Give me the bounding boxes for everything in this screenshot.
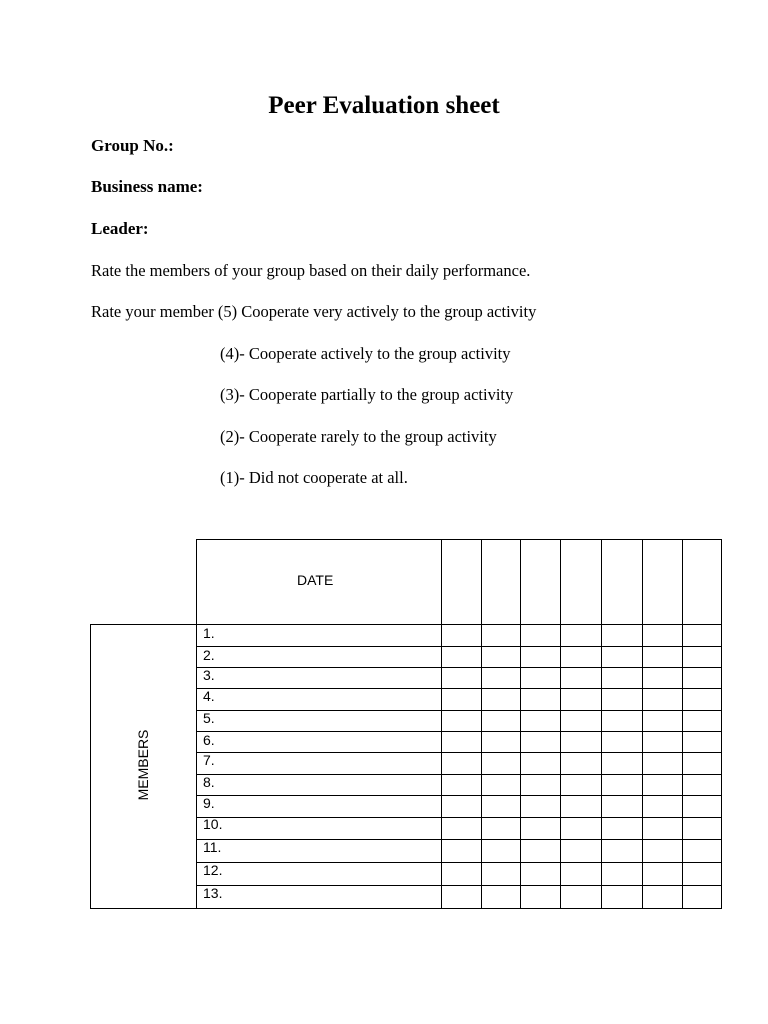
evaluation-table <box>90 539 724 911</box>
rating-scale-4: (4)- Cooperate actively to the group activity <box>220 344 511 363</box>
member-row-12: 12. <box>203 862 223 878</box>
members-label: MEMBERS <box>135 729 151 801</box>
rating-scale-3: (3)- Cooperate partially to the group activity <box>220 385 514 404</box>
group-no-label: Group No.: <box>91 136 174 155</box>
page-title: Peer Evaluation sheet <box>268 92 500 119</box>
rating-scale-2: (2)- Cooperate rarely to the group activity <box>220 427 497 446</box>
instruction-text: Rate the members of your group based on their daily performance. <box>91 261 531 280</box>
rating-scale-1: (1)- Did not cooperate at all. <box>220 468 408 487</box>
member-row-3: 3. <box>203 667 215 683</box>
member-row-10: 10. <box>203 816 223 832</box>
member-row-5: 5. <box>203 710 215 726</box>
member-row-2: 2. <box>203 647 215 663</box>
table-grid-lines <box>90 539 724 911</box>
date-header: DATE <box>297 572 334 588</box>
member-row-9: 9. <box>203 795 215 811</box>
member-row-8: 8. <box>203 774 215 790</box>
leader-label: Leader: <box>91 219 149 238</box>
member-row-6: 6. <box>203 732 215 748</box>
member-row-13: 13. <box>203 885 223 901</box>
member-row-7: 7. <box>203 752 215 768</box>
rating-intro-text: Rate your member (5) Cooperate very actively to the group activity <box>91 302 537 321</box>
member-row-4: 4. <box>203 688 215 704</box>
member-row-1: 1. <box>203 625 215 641</box>
business-name-label: Business name: <box>91 177 203 196</box>
member-row-11: 11. <box>203 839 222 855</box>
